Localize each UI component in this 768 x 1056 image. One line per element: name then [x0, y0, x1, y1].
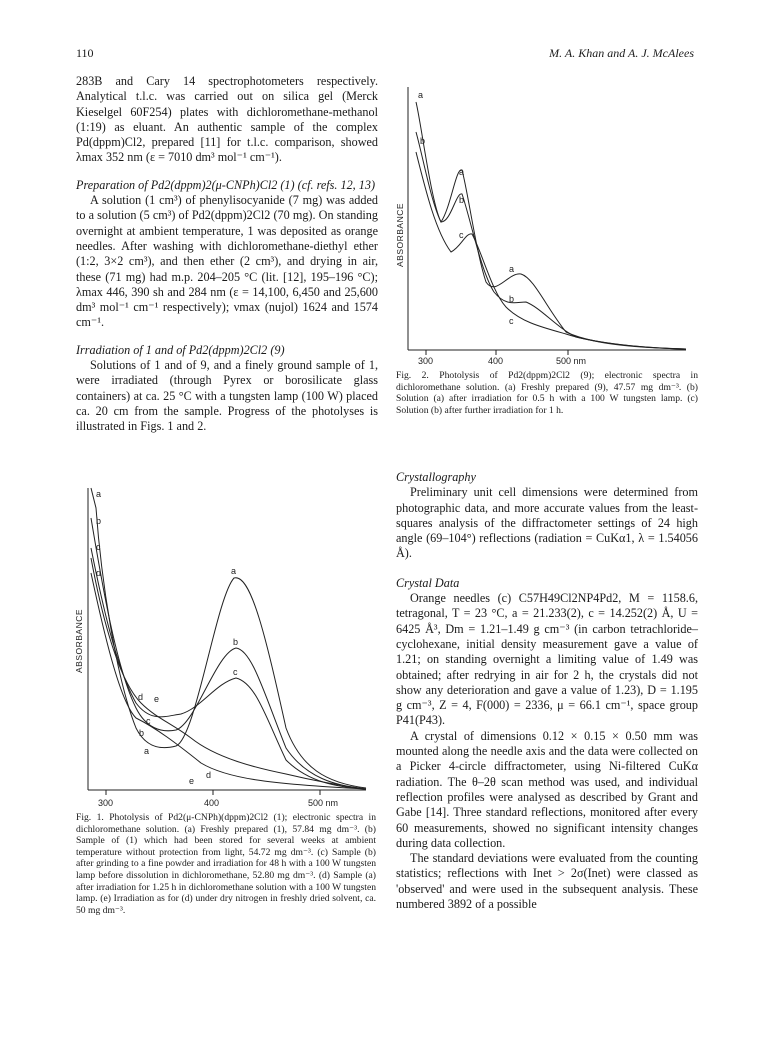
fig2-label-b3: b: [509, 294, 515, 304]
fig2-tick-label-400: 400: [488, 356, 504, 366]
fig2-tick-label-500: 500 nm: [556, 356, 587, 366]
fig1-label-c3: c: [146, 716, 151, 726]
intro-paragraph: 283B and Cary 14 spectrophotometers respectively. Analytical t.l.c. was carried out on silica gel (Merck Kieselgel 60F254) plates with dichloromethane-methanol (1:19) as eluant. An authentic sample of the complex Pd(dppm)Cl2, prepared [11] for t.l.c. comparison, showed λmax 352 nm (ε = 7010 dm³ mol⁻¹ cm⁻¹).: [76, 74, 378, 165]
fig1-label-b3: b: [139, 728, 145, 738]
fig1-label-e2: e: [189, 776, 195, 786]
fig2-tick-label-300: 300: [418, 356, 434, 366]
fig1-y-label: ABSORBANCE: [74, 608, 84, 673]
fig2-caption: Fig. 2. Photolysis of Pd2(dppm)2Cl2 (9); electronic spectra in dichloromethane solution. (a) Freshly prepared (9), 47.57 mg dm⁻³. (b) Solution (a) after irradiation for 0.5 h with a 100 W tungsten lamp. (c) Solution (b) after further irradiation for 1 h.: [396, 370, 698, 416]
irradiation-heading: Irradiation of 1 and of Pd2(dppm)2Cl2 (9): [76, 342, 285, 357]
crystallography-paragraph: Preliminary unit cell dimensions were determined from photographic data, and more accurate values from the least-squares analysis of the diffractometer settings of 24 high angle (69–104°) reflections (radiation = CuKα1, λ = 1.54056 Å).: [396, 485, 698, 561]
fig2-label-c2: c: [509, 316, 514, 326]
fig1-label-d3: d: [206, 770, 212, 780]
fig2-curve-b: [416, 132, 686, 349]
fig1-label-b: b: [96, 516, 102, 526]
fig1-curve-d: [91, 558, 366, 789]
fig1-curve-a: [91, 488, 366, 788]
fig2-plot: [396, 82, 696, 368]
fig2-label-a: a: [418, 90, 424, 100]
irradiation-paragraph: Solutions of 1 and of 9, and a finely ground sample of 1, were irradiated (through Pyrex or borosilicate glass containers) at ca. 25 °C with a tungsten lamp (100 W) placed ca. 20 cm from the sample. Progress of the photolyses is illustrated in Figs. 1 and 2.: [76, 358, 378, 434]
crystal-data-paragraph: Orange needles (c) C57H49Cl2NP4Pd2, M = 1158.6, tetragonal, T = 23 °C, a = 21.233(2), c = 14.252(2) Å, U = 6425 Å³, Dm = 1.21–1.49 g cm⁻³ (in carbon tetrachloride–cyclohexane, initial density measurement gave a value of 1.21; on standing overnight a limiting value of 1.49 was obtained; after redrying in air for 2 h, the crystals did not show any deterioration and gave a value of 1.23), D = 1.195 g cm⁻³, Z = 4, F(000) = 2336, μ = 66.1 cm⁻¹, space group P41(P43).: [396, 591, 698, 728]
fig1-label-d: d: [96, 568, 102, 578]
fig2-curve-a: [416, 102, 686, 349]
fig2-label-a2: a: [459, 167, 465, 177]
fig1-label-a3: a: [144, 746, 150, 756]
fig1-tick-label-300: 300: [98, 798, 114, 808]
fig1-label-c2: c: [233, 667, 238, 677]
fig1-label-d2: d: [138, 692, 144, 702]
running-title: M. A. Khan and A. J. McAlees: [549, 46, 694, 60]
fig1-tick-label-500: 500 nm: [308, 798, 339, 808]
fig2-label-a3: a: [509, 264, 515, 274]
prep-heading: Preparation of Pd2(dppm)2(μ-CNPh)Cl2 (1) (cf. refs. 12, 13): [76, 177, 376, 192]
fig1-label-a: a: [96, 489, 102, 499]
fig1-label-a2: a: [231, 566, 237, 576]
fig1-tick-label-400: 400: [204, 798, 220, 808]
crystallography-heading: Crystallography: [396, 470, 476, 484]
right-column-text: [396, 470, 698, 912]
fig1-caption: Fig. 1. Photolysis of Pd2(μ-CNPh)(dppm)2Cl2 (1); electronic spectra in dichloromethane solution. (a) Freshly prepared (1), 57.84 mg dm⁻³. (b) Sample of (1) which had been stored for several weeks at ambient temperature without protection from light, 54.72 mg dm⁻³. (c) Sample (b) after grinding to a fine powder and irradiation for 48 h with a 100 W tungsten lamp before dissolution in dichloromethane, 52.80 mg dm⁻³. (d) Sample (a) after irradiation for 1.25 h in dichloromethane solution with a 100 W tungsten lamp. (e) Irradiation as for (d) under dry nitrogen in freshly dried solvent, ca. 50 mg dm⁻³.: [76, 812, 376, 916]
fig1-plot: [76, 478, 376, 813]
fig2-y-label: ABSORBANCE: [395, 202, 405, 267]
crystal-data-heading: Crystal Data: [396, 575, 460, 590]
prep-paragraph: A solution (1 cm³) of phenylisocyanide (7 mg) was added to a solution (5 cm³) of Pd2(dppm)2Cl2 (70 mg). On standing overnight at ambient temperature, 1 was deposited as orange needles. After washing with dichloromethane-diethyl ether (1:2, 3×2 cm³), and then ether (2 cm³), and drying in air, these (71 mg) had m.p. 204–205 °C (lit. [12], 195–196 °C); λmax 446, 390 sh and 284 nm (ε = 14,100, 6,450 and 25,600 dm³ mol⁻¹ cm⁻¹ respectively); νmax (nujol) 1624 and 1574 cm⁻¹.: [76, 193, 378, 330]
crystal-data-paragraph-3: The standard deviations were evaluated from the counting statistics; reflections with Inet > 2σ(Inet) were classed as 'observed' and were used in the subsequent analysis. These numbered 3892 of a possible: [396, 851, 698, 912]
fig2-label-c: c: [459, 230, 464, 240]
page-number: 110: [76, 46, 94, 60]
fig1-label-c: c: [96, 542, 101, 552]
fig2-label-b: b: [420, 136, 426, 146]
left-column-text: [76, 74, 378, 435]
fig1-curve-c: [91, 548, 366, 789]
fig1-label-b2: b: [233, 637, 239, 647]
fig2-label-b2: b: [459, 195, 465, 205]
crystal-data-paragraph-2: A crystal of dimensions 0.12 × 0.15 × 0.50 mm was mounted along the needle axis and the data were collected on a Picker 4-circle diffractometer, using Ni-filtered CuKα radiation. The θ–2θ scan method was used, and individual reflection profiles were analysed as described by Grant and Gabe [14]. Three standard reflections, monitored after every 60 measurements, showed no significant intensity changes during data collection.: [396, 728, 698, 850]
fig1-curve-b: [91, 518, 366, 789]
fig1-label-e: e: [154, 694, 160, 704]
